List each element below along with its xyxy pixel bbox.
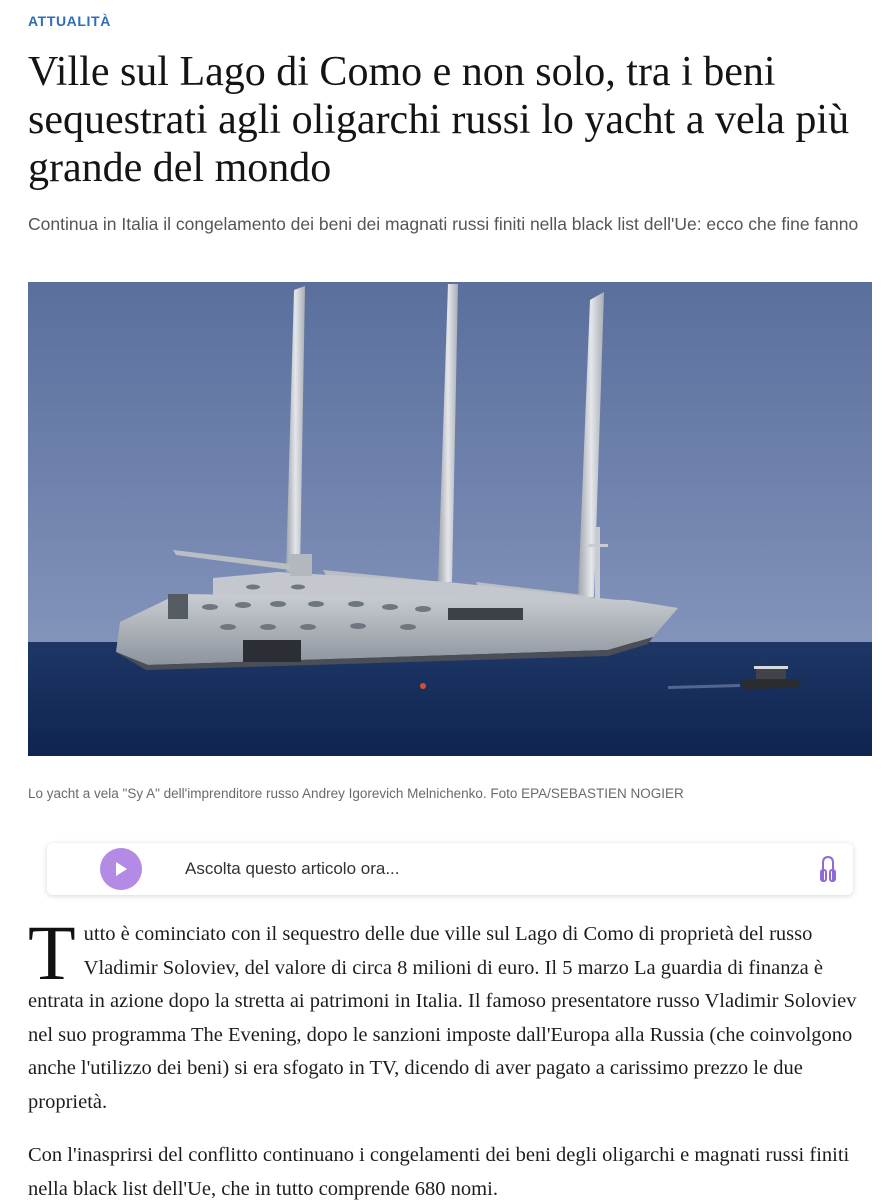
play-button[interactable]	[100, 848, 142, 890]
paragraph	[28, 909, 868, 1119]
article-photo	[28, 282, 872, 756]
category-label[interactable]: ATTUALITÀ	[28, 13, 111, 29]
photo-caption: Lo yacht a vela "Sy A" dell'imprenditore russo Andrey Igorevich Melnichenko. Foto EPA/SEBASTIEN NOGIER	[28, 786, 684, 801]
yacht-photo-illustration	[28, 282, 872, 756]
audio-player	[47, 843, 853, 895]
article-subtitle: Continua in Italia il congelamento dei beni dei magnati russi finiti nella black list dell'Ue: ecco che fine fanno	[28, 214, 859, 234]
article-headline: Ville sul Lago di Como e non solo, tra i beni sequestrati agli oligarchi russi lo yacht a vela più grande del mondo	[28, 49, 850, 191]
paragraph: Con l'inasprirsi del conflitto continuano i congelamenti dei beni degli oligarchi e magnati russi finiti nella black list dell'Ue, che in tutto comprende 680 nomi.	[28, 1144, 850, 1200]
drop-cap: T	[28, 909, 76, 996]
paragraph-text: utto è cominciato con il sequestro delle due ville sul Lago di Como di proprietà del russo Vladimir Soloviev, del valore di circa 8 milioni di euro. Il 5 marzo La guardia di finanza è entrata in azione dopo la stretta ai patrimoni in Italia. Il famoso presentatore russo Vladimir Soloviev nel suo programma The Evening, dopo le sanzioni imposte dall'Europa alla Russia (che coinvolgono anche l'utilizzo dei beni) si era sfogato in TV, dicendo di aver pagato a carissimo prezzo le due proprietà.	[28, 923, 857, 1113]
audio-brand-icon	[819, 855, 837, 883]
audio-player-label[interactable]: Ascolta questo articolo ora...	[185, 859, 400, 878]
play-icon	[113, 860, 129, 878]
article-body	[28, 909, 868, 1200]
